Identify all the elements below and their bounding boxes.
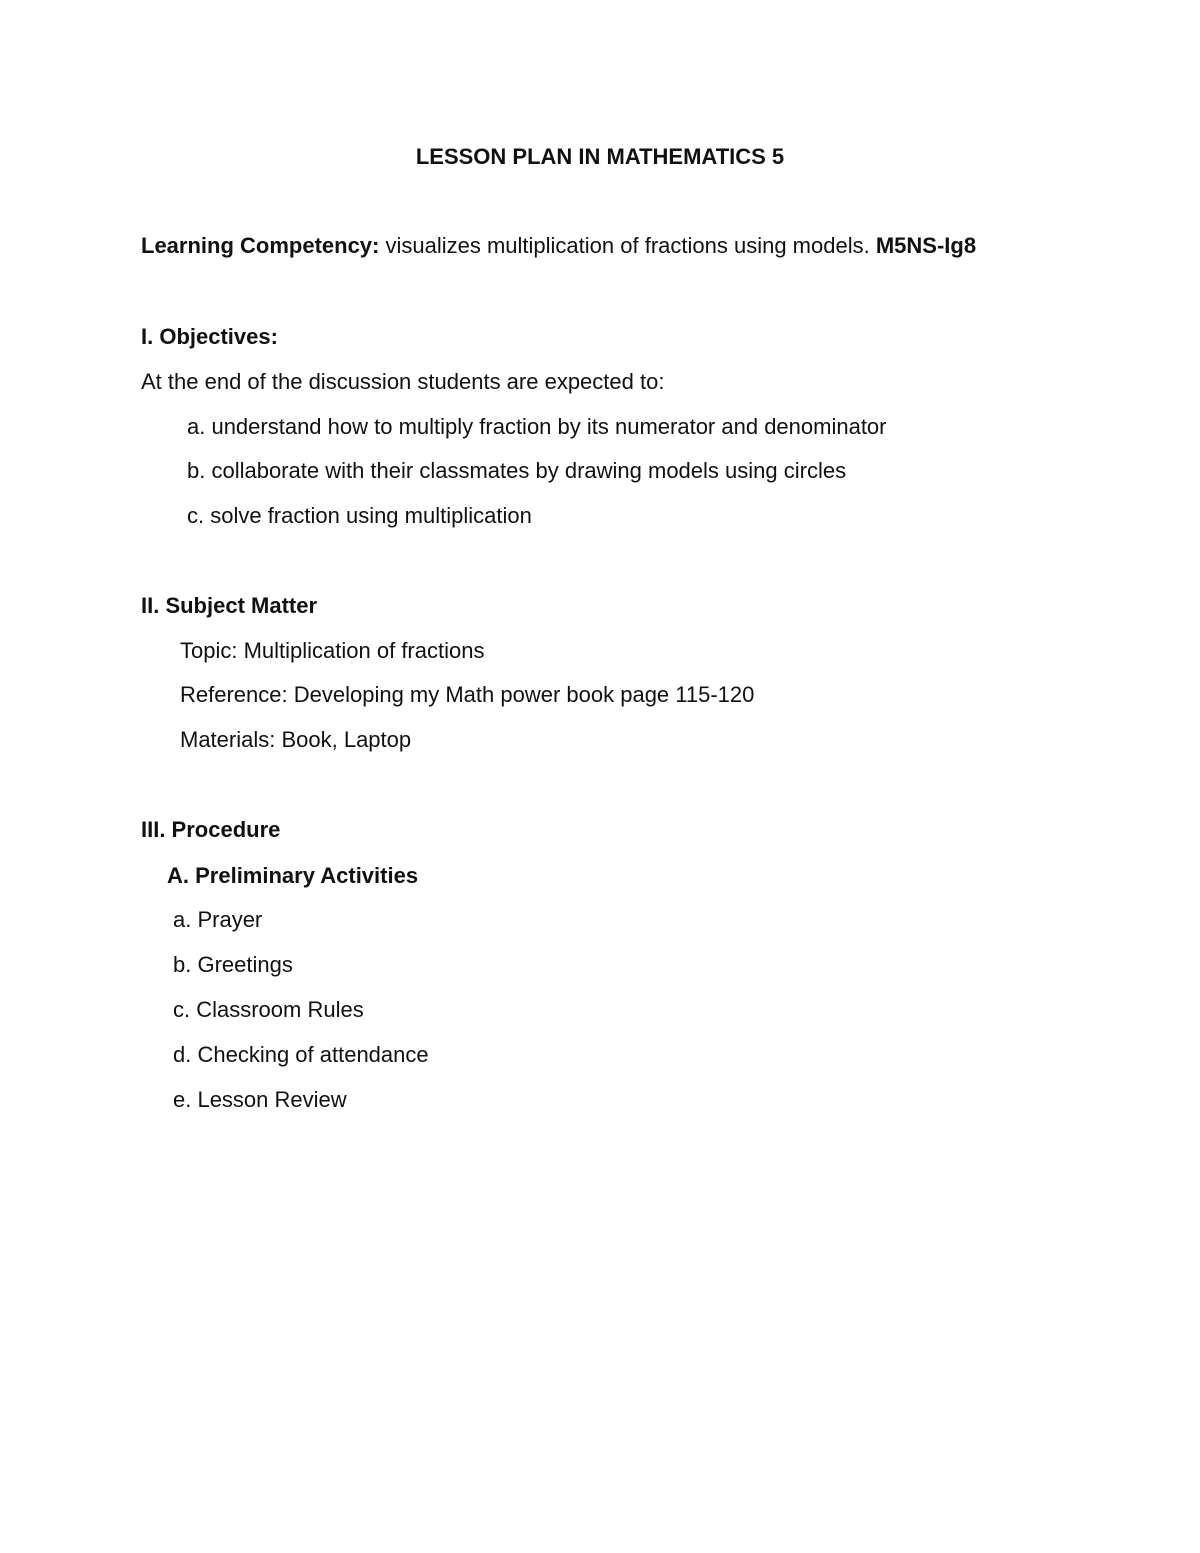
objective-item: a. understand how to multiply fraction by its numerator and denominator [187, 414, 887, 439]
preliminary-activities-heading: A. Preliminary Activities [167, 863, 419, 888]
objectives-heading: I. Objectives: [141, 324, 278, 349]
subject-matter-heading: II. Subject Matter [141, 593, 318, 618]
activity-item: d. Checking of attendance [173, 1042, 429, 1067]
activity-item: e. Lesson Review [173, 1087, 347, 1112]
document-title: LESSON PLAN IN MATHEMATICS 5 [415, 144, 785, 169]
objective-item: b. collaborate with their classmates by drawing models using circles [187, 458, 847, 483]
competency-label: Learning Competency: [141, 233, 380, 258]
activity-item: c. Classroom Rules [173, 997, 364, 1022]
subject-materials: Materials: Book, Laptop [180, 727, 412, 752]
learning-competency [141, 235, 976, 257]
activity-item: a. Prayer [173, 907, 263, 932]
competency-text: visualizes multiplication of fractions using models. [379, 233, 876, 258]
procedure-heading: III. Procedure [141, 817, 281, 842]
objectives-intro: At the end of the discussion students are expected to: [141, 369, 665, 394]
subject-topic: Topic: Multiplication of fractions [180, 638, 485, 663]
objective-item: c. solve fraction using multiplication [187, 503, 532, 528]
competency-code: M5NS-Ig8 [875, 233, 977, 258]
subject-reference: Reference: Developing my Math power book page 115-120 [180, 682, 755, 707]
activity-item: b. Greetings [173, 952, 293, 977]
